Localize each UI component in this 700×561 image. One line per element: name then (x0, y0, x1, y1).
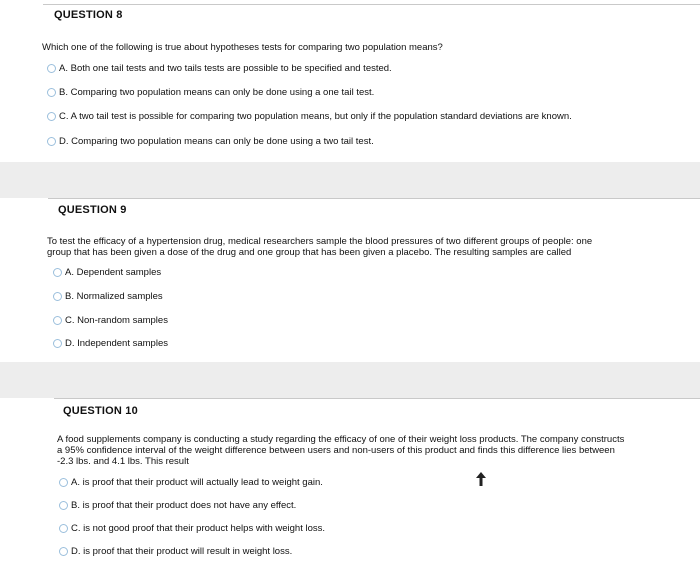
option-label: B. Normalized samples (65, 291, 163, 302)
radio-button[interactable] (59, 478, 68, 487)
option-label: D. is proof that their product will result in weight loss. (71, 546, 293, 557)
radio-button[interactable] (53, 268, 62, 277)
option-label: A. Dependent samples (65, 267, 162, 278)
question-8-option-b[interactable] (47, 87, 374, 98)
radio-button[interactable] (47, 88, 56, 97)
question-9-option-c[interactable] (53, 315, 168, 326)
radio-button[interactable] (47, 112, 56, 121)
option-label: D. Independent samples (65, 338, 168, 349)
question-9-divider (48, 198, 700, 199)
question-10-option-b[interactable] (59, 500, 296, 511)
question-9-option-d[interactable] (53, 338, 168, 349)
question-8-text: Which one of the following is true about hypotheses tests for comparing two population means? (42, 42, 443, 53)
radio-button[interactable] (59, 501, 68, 510)
separator-band-1 (0, 162, 700, 198)
radio-button[interactable] (47, 137, 56, 146)
option-label: A. is proof that their product will actually lead to weight gain. (71, 477, 323, 488)
mouse-cursor-icon (476, 472, 486, 486)
separator-band-2 (0, 362, 700, 398)
question-9-text-line-1: To test the efficacy of a hypertension drug, medical researchers sample the blood pressures of two different groups of people: one (47, 236, 593, 247)
question-8-title: QUESTION 8 (54, 9, 123, 21)
question-9-text-line-2: group that has been given a dose of the drug and one group that has been given a placebo. The resulting samples are called (47, 247, 572, 258)
option-label: D. Comparing two population means can only be done using a two tail test. (59, 136, 374, 147)
question-10-text-line-2: a 95% confidence interval of the weight difference between users and non-users of this product and finds this difference lies between (57, 445, 615, 456)
radio-button[interactable] (59, 524, 68, 533)
radio-button[interactable] (53, 316, 62, 325)
question-9-option-a[interactable] (53, 267, 161, 278)
radio-button[interactable] (47, 64, 56, 73)
option-label: C. is not good proof that their product helps with weight loss. (71, 523, 325, 534)
question-10-divider (54, 398, 700, 399)
question-9-option-b[interactable] (53, 291, 163, 302)
question-10-option-c[interactable] (59, 523, 325, 534)
question-8-option-a[interactable] (47, 63, 392, 74)
question-10-text-line-1: A food supplements company is conducting a study regarding the efficacy of one of their weight loss products. The company constructs (57, 434, 625, 445)
option-label: B. is proof that their product does not have any effect. (71, 500, 297, 511)
option-label: C. A two tail test is possible for comparing two population means, but only if the population standard deviations are known. (59, 111, 572, 122)
question-8-divider (43, 4, 700, 5)
question-9-title: QUESTION 9 (58, 204, 127, 216)
question-10-option-d[interactable] (59, 546, 292, 557)
radio-button[interactable] (59, 547, 68, 556)
question-10-text-line-3: -2.3 lbs. and 4.1 lbs. This result (57, 456, 189, 467)
question-8-option-c[interactable] (47, 111, 572, 122)
radio-button[interactable] (53, 339, 62, 348)
radio-button[interactable] (53, 292, 62, 301)
option-label: B. Comparing two population means can only be done using a one tail test. (59, 87, 375, 98)
question-8-option-d[interactable] (47, 136, 374, 147)
option-label: C. Non-random samples (65, 315, 168, 326)
question-10-option-a[interactable] (59, 477, 323, 488)
option-label: A. Both one tail tests and two tails tests are possible to be specified and tested. (59, 63, 392, 74)
question-10-title: QUESTION 10 (63, 405, 138, 417)
